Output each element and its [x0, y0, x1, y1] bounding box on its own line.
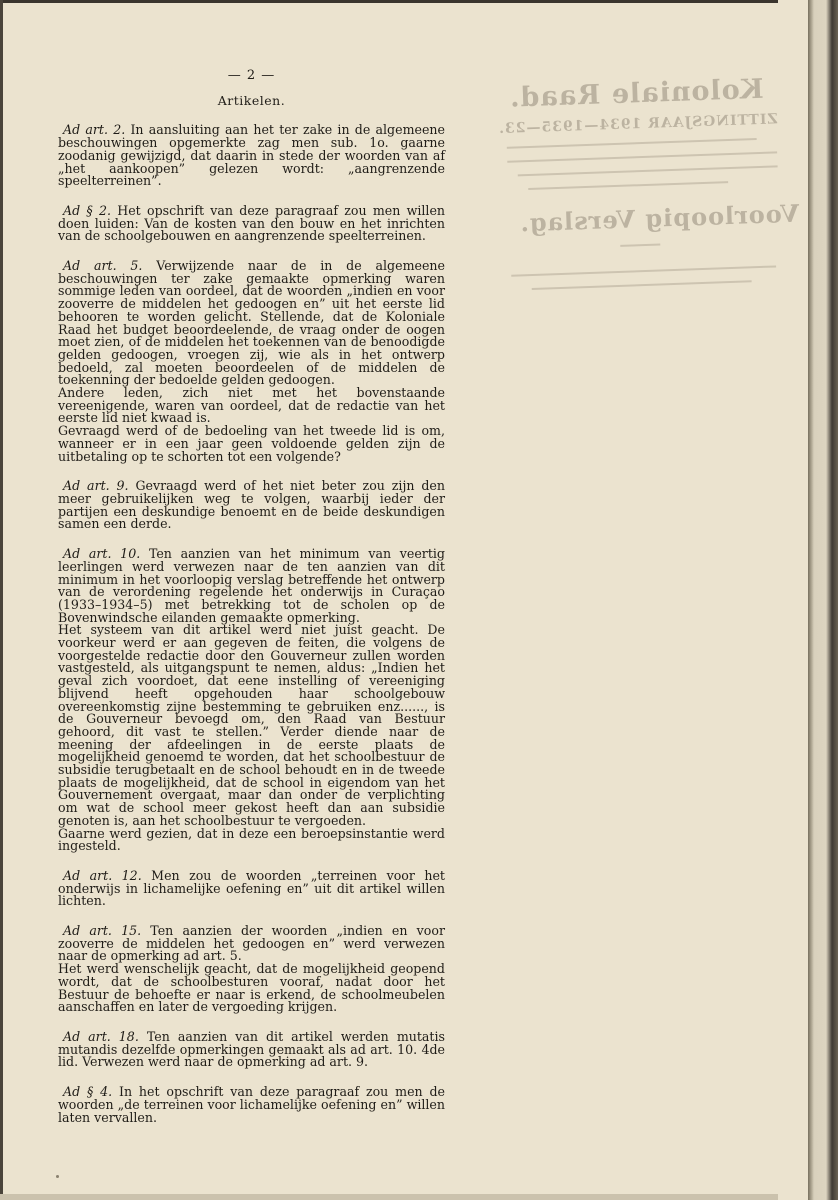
page-number: — 2 — — [227, 68, 276, 83]
article-text: Het werd wenschelijk geacht, dat de mogelijkheid geopend wordt, dat de schoolbesturen vooraf, nadat door het Bestuur de behoefte er naar is erkend, de schoolmeubelen aanschaffen en later de vergoeding krijgen. — [58, 961, 445, 1015]
article-text: Het opschrift van deze paragraaf zou men willen doen luiden: Van de kosten van den bouw en het inrichten van de schoolgebouwen en aangrenzende speelterreinen. — [58, 202, 446, 244]
article-text: Andere leden, zich niet met het bovenstaande vereenigende, waren van oordeel, dat de redactie van het eerste lid niet kwaad is. — [58, 385, 445, 426]
article-text: Ten aanzien van dit artikel werden mutatis mutandis dezelfde opmerkingen gemaakt als ad art. 10. 4de lid. Verwezen werd naar de opmerking ad art. 9. — [58, 1029, 445, 1070]
article-text: Het systeem van dit artikel werd niet juist geacht. De voorkeur werd er aan gegeven de feiten, die volgens de voorgestelde redactie door den Gouverneur zullen worden vastgesteld, als uitgangspunt te nemen, aldus: „Indien het geval zich voordoet, dat eene instelling of vereeniging blijvend heeft opgehouden haar schoolgebouw overeenkomstig zijne bestemming te gebruiken enz......, is de Gouverneur bevoegd om, den Raad van Bestuur gehoord, dit vast te stellen.” Verder diende naar de meening der afdeelingen in de eerste plaats de mogelijkheid genoemd te worden, dat het schoolbestuur de subsidie terugbetaalt en de school behoudt en in de tweede plaats de mogelijkheid, dat de school in eigendom van het Gouvernement overgaat, maar dan onder de verplichting om wat de school meer gekost heeft dan aan subsidie genoten is, aan het schoolbestuur te vergoeden. — [58, 622, 445, 828]
scan-bottom-edge — [0, 1194, 778, 1200]
article-reference: Ad art. 10. — [63, 546, 141, 562]
bleed-line-3: Voorloopig Verslag. — [518, 198, 800, 238]
article-text: In aansluiting aan het ter zake in de algemeene beschouwingen opgemerkte zag men sub. 1o. gaarne zoodanig gewijzigd, dat daarin in stede der woorden van af „het aankoopen” gelezen wordt: „aangrenzende speelterreinen”. — [58, 122, 445, 189]
article-reference: Ad art. 12. — [63, 867, 142, 883]
article-reference: Ad § 4. — [63, 1084, 113, 1100]
article-text: Gevraagd werd of de bedoeling van het tweede lid is om, wanneer er in een jaar geen voldoende gelden zijn de uitbetaling op te schorten tot een volgende? — [58, 423, 445, 464]
article-section — [58, 1086, 445, 1124]
main-text-column — [58, 70, 445, 1141]
article-text: In het opschrift van deze paragraaf zou men de woorden „de terreinen voor lichamelijke oefening en” willen laten vervallen. — [58, 1084, 445, 1125]
scan-left-edge — [0, 0, 3, 1200]
article-text: Ten aanzien van het minimum van veertig leerlingen werd verwezen naar de ten aanzien van dit minimum in het voorloopig verslag betreffende het ontwerp van de verordening regelende het onderwijs in Curaçao (1933–1934–5) met betrekking tot de scholen op de Bovenwindsche eilanden gemaakte opmerking. — [58, 546, 445, 625]
article-reference: Ad art. 5. — [63, 258, 143, 274]
bleed-line-2: ZITTINGSJAAR 1934—1935—23. — [497, 111, 778, 138]
article-section — [58, 260, 445, 463]
bleed-through-text — [494, 67, 800, 407]
bleed-line-1: Koloniale Raad. — [508, 73, 765, 114]
article-section — [58, 867, 445, 909]
page-heading: Artikelen. — [217, 92, 286, 108]
article-section — [58, 124, 445, 188]
binding-edge — [808, 0, 838, 1200]
article-section — [58, 202, 446, 244]
article-reference: Ad § 2. — [63, 202, 111, 218]
article-section — [58, 480, 445, 531]
article-text: Men zou de woorden „terreinen voor het onderwijs in lichamelijke oefening en” uit dit artikel willen lichten. — [58, 867, 445, 909]
scan-top-edge — [0, 0, 778, 3]
article-text: Gaarne werd gezien, dat in deze een beroepsinstantie werd ingesteld. — [58, 825, 445, 854]
article-reference: Ad art. 9. — [63, 478, 129, 494]
article-section — [58, 1031, 445, 1069]
article-reference: Ad art. 15. — [63, 923, 142, 939]
article-text: Gevraagd werd of het niet beter zou zijn den meer gebruikelijken weg te volgen, waarbij ieder der partijen een deskundige benoemt en de beide deskundigen samen een derde. — [58, 478, 445, 532]
article-text: Ten aanzien der woorden „indien en voor zooverre de middelen het gedoogen en” werd verwezen naar de opmerking ad art. 5. — [58, 923, 445, 964]
article-reference: Ad art. 2. — [63, 122, 126, 138]
article-text: Verwijzende naar de in de algemeene beschouwingen ter zake gemaakte opmerking waren sommige leden van oordeel, dat de woorden „indien en voor zooverre de middelen het gedoogen en” uit het eerste lid behooren te worden gelicht. Stellende, dat de Koloniale Raad het budget beoordeelende, de vraag onder de oogen moet zien, of de middelen het toekennen van de benoodigde gelden gedoogen, vroegen zij, wie als in het ontwerp bedoeld, zal moeten beoordeelen of de middelen de toekenning der bedoelde gelden gedoogen. — [58, 258, 445, 388]
article-reference: Ad art. 18. — [63, 1029, 139, 1044]
page-mark — [56, 1175, 59, 1178]
article-section — [58, 925, 445, 1014]
article-section — [58, 548, 445, 853]
